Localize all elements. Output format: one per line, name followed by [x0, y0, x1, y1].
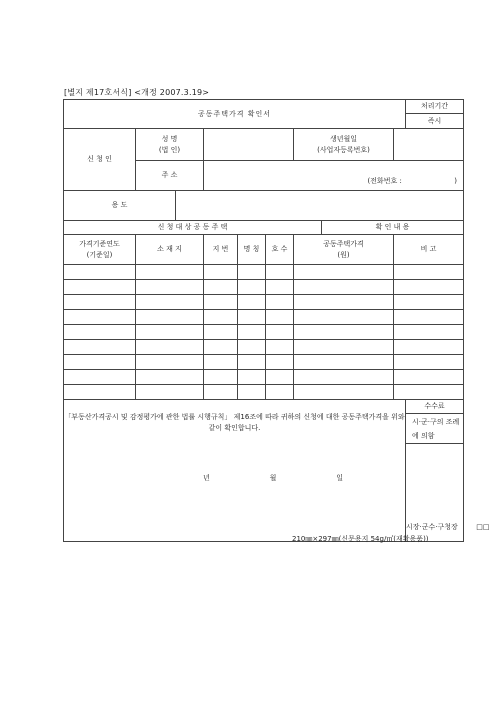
cell[interactable] — [204, 310, 238, 325]
date-line — [203, 473, 343, 483]
purpose-field[interactable] — [176, 191, 464, 221]
col-lot: 지 번 — [204, 235, 238, 265]
cell[interactable] — [64, 355, 136, 370]
birth-label — [294, 129, 394, 161]
cell[interactable] — [64, 280, 136, 295]
cell[interactable] — [238, 370, 266, 385]
processing-period-label: 처리기간 — [406, 100, 464, 114]
month-label: 월 — [269, 474, 277, 482]
cell[interactable] — [294, 385, 394, 400]
cell[interactable] — [394, 340, 464, 355]
name-label — [136, 129, 204, 161]
form-title: 공동주택가격 확인서 — [64, 100, 406, 129]
cell[interactable] — [294, 265, 394, 280]
table-row — [64, 385, 464, 400]
col-base-year — [64, 235, 136, 265]
cell[interactable] — [394, 310, 464, 325]
cell[interactable] — [266, 295, 294, 310]
cell[interactable] — [204, 355, 238, 370]
cell[interactable] — [136, 265, 204, 280]
col-building: 명 칭 — [238, 235, 266, 265]
cell[interactable] — [394, 355, 464, 370]
cell[interactable] — [266, 280, 294, 295]
section-confirm-header: 확 인 내 용 — [322, 221, 464, 235]
seal-mark: □□ — [476, 523, 490, 531]
cell[interactable] — [238, 295, 266, 310]
fee-value: 시·군·구의 조례에 의함 — [406, 414, 464, 444]
phone-close: ) — [454, 177, 458, 185]
cell[interactable] — [294, 280, 394, 295]
cell[interactable] — [64, 310, 136, 325]
cell[interactable] — [136, 370, 204, 385]
cell[interactable] — [266, 310, 294, 325]
signature-area — [406, 444, 490, 542]
name-label-sub: (법 인) — [158, 145, 181, 154]
confirmation-form — [63, 99, 490, 531]
cell[interactable] — [294, 310, 394, 325]
year-label: 년 — [203, 474, 210, 482]
applicant-label: 신 청 인 — [64, 129, 136, 191]
name-label-text: 성 명 — [161, 134, 178, 143]
address-label: 주 소 — [136, 161, 204, 191]
table-row — [64, 295, 464, 310]
birth-label-text: 생년월일 — [329, 134, 358, 143]
cell[interactable] — [266, 370, 294, 385]
cell[interactable] — [294, 370, 394, 385]
col-remarks: 비 고 — [394, 235, 464, 265]
cell[interactable] — [294, 325, 394, 340]
cell[interactable] — [394, 370, 464, 385]
confirmation-statement: 「부동산가격공시 및 감정평가에 관한 법률 시행규칙」 제16조에 따라 귀하의 신청에 대한 공동주택가격을 위와 같이 확인합니다. — [64, 400, 406, 542]
section-target-header: 신 청 대 상 공 동 주 택 — [64, 221, 322, 235]
purpose-label: 용 도 — [64, 191, 176, 221]
cell[interactable] — [238, 325, 266, 340]
cell[interactable] — [204, 340, 238, 355]
col-price — [294, 235, 394, 265]
cell[interactable] — [394, 265, 464, 280]
cell[interactable] — [136, 295, 204, 310]
cell[interactable] — [238, 385, 266, 400]
table-row — [64, 340, 464, 355]
cell[interactable] — [204, 370, 238, 385]
col-location: 소 재 지 — [136, 235, 204, 265]
table-row — [64, 280, 464, 295]
table-row — [64, 355, 464, 370]
table-row — [64, 370, 464, 385]
col-unit: 호 수 — [266, 235, 294, 265]
col-price-text: 공동주택가격 — [323, 239, 364, 248]
cell[interactable] — [266, 325, 294, 340]
cell[interactable] — [204, 280, 238, 295]
cell[interactable] — [294, 355, 394, 370]
cell[interactable] — [64, 370, 136, 385]
cell[interactable] — [394, 385, 464, 400]
cell[interactable] — [394, 295, 464, 310]
table-row — [64, 265, 464, 280]
table-row — [64, 310, 464, 325]
cell[interactable] — [204, 265, 238, 280]
fee-label: 수수료 — [406, 400, 464, 414]
cell[interactable] — [204, 385, 238, 400]
cell[interactable] — [136, 340, 204, 355]
col-price-unit: (원) — [337, 250, 350, 259]
form-number-note: [별지 제17호서식] <개정 2007.3.19> — [64, 88, 210, 97]
cell[interactable] — [64, 325, 136, 340]
cell[interactable] — [136, 355, 204, 370]
cell[interactable] — [238, 355, 266, 370]
cell[interactable] — [394, 280, 464, 295]
cell[interactable] — [238, 280, 266, 295]
day-label: 일 — [336, 474, 343, 482]
cell[interactable] — [266, 355, 294, 370]
cell[interactable] — [294, 295, 394, 310]
cell[interactable] — [294, 340, 394, 355]
cell[interactable] — [136, 385, 204, 400]
cell[interactable] — [136, 310, 204, 325]
paper-spec-note: 210㎜×297㎜(신문용지 54g/㎡(재활용품)) — [292, 535, 429, 543]
cell[interactable] — [266, 265, 294, 280]
cell[interactable] — [266, 385, 294, 400]
table-row — [64, 325, 464, 340]
address-field[interactable] — [204, 161, 464, 191]
cell[interactable] — [64, 340, 136, 355]
cell[interactable] — [266, 340, 294, 355]
cell[interactable] — [238, 340, 266, 355]
cell[interactable] — [64, 385, 136, 400]
cell[interactable] — [136, 325, 204, 340]
cell[interactable] — [204, 325, 238, 340]
birth-field[interactable] — [394, 129, 464, 161]
cell[interactable] — [64, 265, 136, 280]
col-base-date-text: (기준일) — [86, 250, 113, 259]
cell[interactable] — [204, 295, 238, 310]
birth-label-sub: (사업자등록번호) — [317, 145, 370, 154]
cell[interactable] — [394, 325, 464, 340]
cell[interactable] — [136, 280, 204, 295]
cell[interactable] — [64, 295, 136, 310]
cell[interactable] — [238, 265, 266, 280]
cell[interactable] — [238, 310, 266, 325]
signer-title: 시장·군수·구청장 — [406, 523, 458, 531]
col-base-year-text: 가격기준연도 — [79, 239, 120, 248]
processing-period-value: 즉시 — [406, 114, 464, 129]
name-field[interactable] — [204, 129, 294, 161]
phone-label: (전화번호 : — [367, 177, 402, 185]
